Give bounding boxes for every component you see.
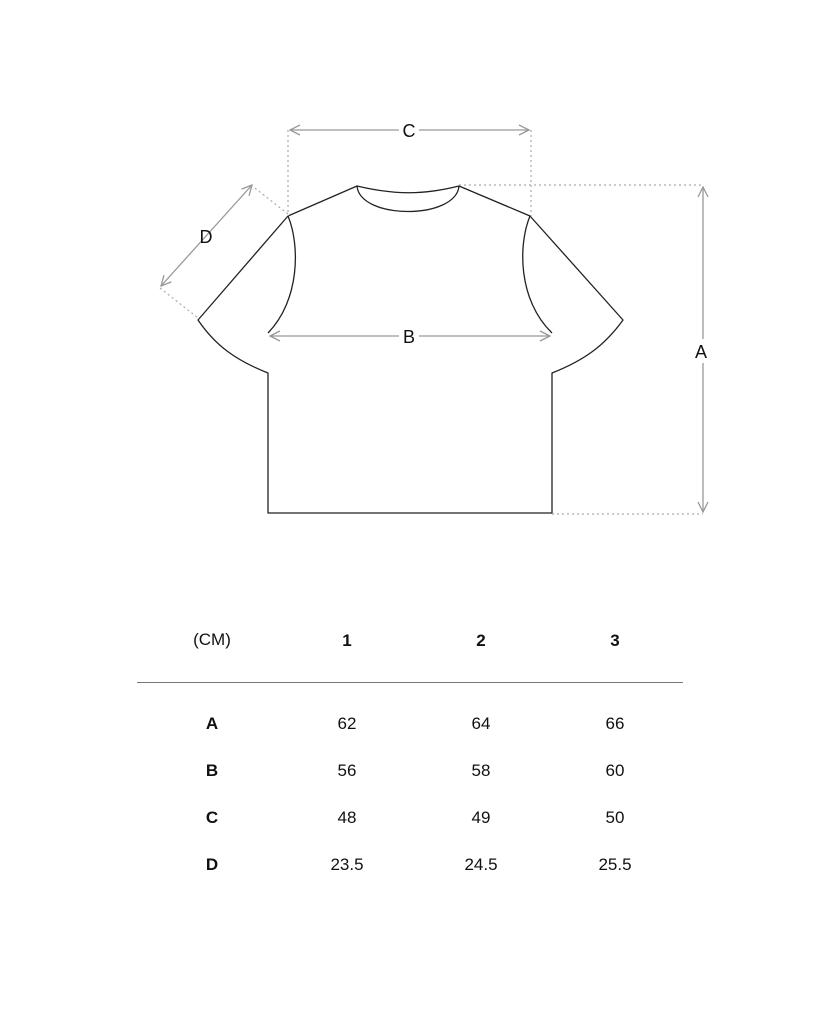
table-cell: 25.5	[598, 855, 632, 874]
row-label: C	[205, 808, 219, 827]
row-label: A	[205, 714, 219, 733]
size-header-2: 2	[476, 631, 486, 650]
label-c: C	[402, 121, 416, 141]
label-d: D	[199, 227, 213, 247]
table-cell: 48	[337, 808, 357, 827]
unit-header: (CM)	[193, 630, 231, 649]
row-label: B	[205, 761, 219, 780]
size-header-1: 1	[342, 631, 352, 650]
size-header-3: 3	[610, 631, 620, 650]
row-label: D	[205, 855, 219, 874]
table-cell: 66	[605, 714, 625, 733]
header-divider	[137, 682, 683, 683]
table-cell: 50	[605, 808, 625, 827]
table-cell: 24.5	[464, 855, 498, 874]
table-cell: 58	[471, 761, 491, 780]
label-b: B	[402, 327, 416, 347]
table-cell: 23.5	[330, 855, 364, 874]
table-cell: 49	[471, 808, 491, 827]
table-cell: 56	[337, 761, 357, 780]
table-cell: 60	[605, 761, 625, 780]
table-cell: 64	[471, 714, 491, 733]
label-a: A	[694, 342, 708, 362]
table-cell: 62	[337, 714, 357, 733]
